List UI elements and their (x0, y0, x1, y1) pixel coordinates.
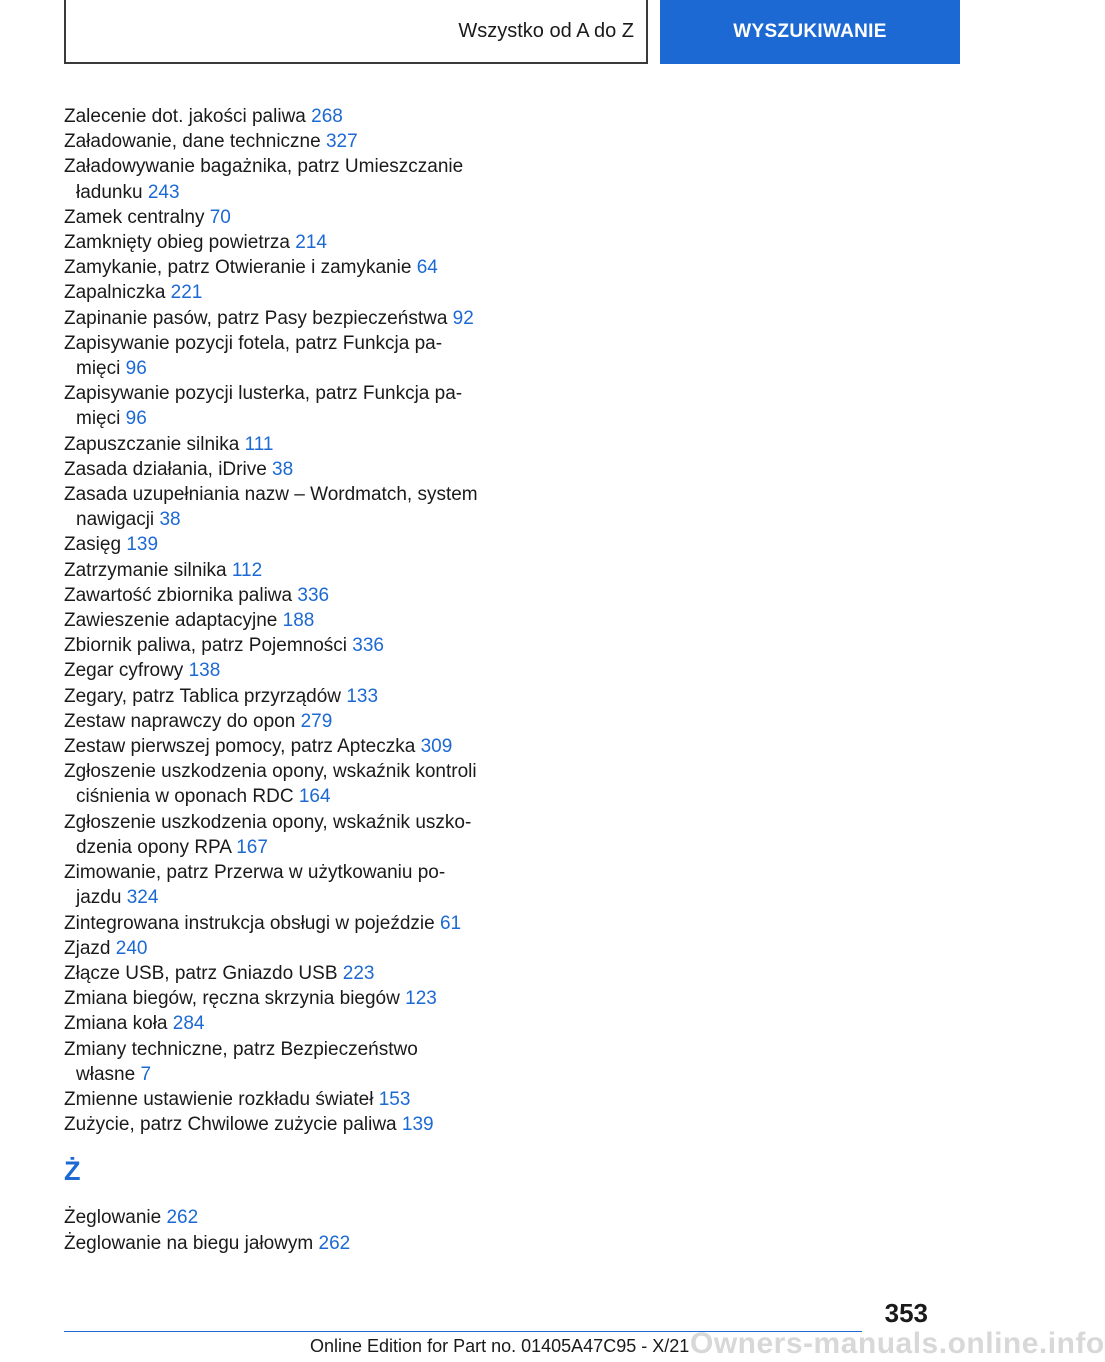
index-entry-text: Zmiany techniczne, patrz Bezpieczeństwo (64, 1038, 418, 1060)
page-link[interactable]: 70 (209, 206, 231, 228)
index-entry-text: Zbiornik paliwa, patrz Pojemności (64, 635, 348, 657)
index-entry (64, 205, 494, 230)
index-entry (64, 1112, 494, 1137)
page-link[interactable]: 240 (115, 937, 148, 959)
section-tab[interactable] (64, 0, 648, 64)
page-link[interactable]: 214 (295, 232, 327, 254)
index-entry (64, 1205, 494, 1230)
index-entry-text: Zamek centralny (64, 206, 205, 228)
index-column (64, 104, 494, 1256)
index-entry-text: Zamknięty obieg powietrza (64, 232, 290, 254)
index-entry (64, 1011, 494, 1036)
index-entry-text: Zestaw naprawczy do opon (64, 710, 296, 732)
index-entry-text: Zgłoszenie uszkodzenia opony, wskaźnik uszko- (64, 811, 472, 833)
page-link[interactable]: 138 (188, 660, 221, 682)
page-link[interactable]: 111 (244, 433, 274, 455)
index-entry (64, 1231, 494, 1256)
index-entry (64, 331, 494, 381)
index-entry-text: dzenia opony RPA (76, 836, 231, 858)
page-link[interactable]: 139 (126, 534, 159, 556)
page-link[interactable]: 167 (236, 836, 268, 858)
index-entry-text: Zasada uzupełniania nazw – Wordmatch, system (64, 484, 478, 506)
page-link[interactable]: 112 (231, 559, 263, 581)
index-entry (64, 381, 494, 431)
index-entry-text: Zapalniczka (64, 282, 166, 304)
page-link[interactable]: 139 (401, 1114, 434, 1136)
index-entry-text: Zapuszczanie silnika (64, 433, 240, 455)
page-link[interactable]: 309 (420, 736, 453, 758)
page-link[interactable]: 164 (298, 786, 331, 808)
index-entry (64, 658, 494, 683)
index-entry-text: Zalecenie dot. jakości paliwa (64, 106, 306, 127)
index-entry (64, 911, 494, 936)
index-entry (64, 280, 494, 305)
index-entry-text: Zimowanie, patrz Przerwa w użytkowaniu po- (64, 862, 446, 884)
index-entry-text: ciśnienia w oponach RDC (76, 786, 294, 808)
index-entry-text: Zmienne ustawienie rozkładu świateł (64, 1088, 374, 1110)
index-entry (64, 230, 494, 255)
index-entry (64, 255, 494, 280)
page-link[interactable]: 38 (272, 458, 294, 480)
index-entry (64, 986, 494, 1011)
index-entry (64, 154, 494, 204)
footer-watermark: Owners-manuals.online.info (690, 1327, 1105, 1360)
search-tab-label: WYSZUKIWANIE (733, 21, 887, 42)
index-entry (64, 608, 494, 633)
index-entry-text: Żeglowanie na biegu jałowym (64, 1232, 314, 1254)
index-entry-text: Zegar cyfrowy (64, 660, 184, 682)
index-entry-text: Zasada działania, iDrive (64, 458, 267, 480)
index-entry (64, 684, 494, 709)
index-list-z (64, 104, 494, 1137)
index-entry (64, 104, 494, 129)
index-entry (64, 810, 494, 860)
index-entry-text: Zintegrowana instrukcja obsługi w pojeździe (64, 912, 435, 934)
footer-edition: Online Edition for Part no. 01405A47C95 - X/21 (310, 1336, 690, 1356)
page-link[interactable]: 133 (346, 685, 379, 707)
page-link[interactable]: 336 (352, 635, 384, 657)
index-entry (64, 936, 494, 961)
index-entry (64, 1087, 494, 1112)
index-entry-text: Zmiana koła (64, 1013, 168, 1035)
page-link[interactable]: 327 (325, 131, 358, 153)
index-entry-text: Załadowanie, dane techniczne (64, 131, 321, 153)
index-entry-text: mięci (76, 358, 121, 380)
page-number: 353 (884, 1298, 928, 1328)
page-link[interactable]: 268 (311, 106, 343, 127)
index-entry (64, 734, 494, 759)
index-entry-text: Zawieszenie adaptacyjne (64, 610, 278, 632)
index-entry-text: Załadowywanie bagażnika, patrz Umieszczanie (64, 156, 464, 178)
index-entry-text: własne (76, 1063, 136, 1085)
index-entry (64, 860, 494, 910)
page-link[interactable]: 153 (378, 1088, 411, 1110)
search-tab[interactable] (660, 0, 960, 64)
index-entry-text: Zasięg (64, 534, 122, 556)
page-link[interactable]: 61 (439, 912, 462, 934)
index-entry-text: jazdu (76, 887, 122, 909)
page-link[interactable]: 223 (342, 962, 375, 984)
page-link[interactable]: 92 (452, 307, 474, 329)
page-link[interactable]: 262 (318, 1232, 351, 1254)
index-entry (64, 129, 494, 154)
index-entry-text: Zatrzymanie silnika (64, 559, 227, 581)
index-entry-text: Zmiana biegów, ręczna skrzynia biegów (64, 988, 400, 1010)
index-entry (64, 1037, 494, 1087)
page-link[interactable]: 336 (297, 584, 330, 606)
page-link[interactable]: 221 (170, 282, 203, 304)
index-entry-text: Zapisywanie pozycji lusterka, patrz Funkcja pa- (64, 383, 463, 405)
index-entry-text: Zestaw pierwszej pomocy, patrz Apteczka (64, 736, 416, 758)
section-letter: Ż (64, 1156, 81, 1187)
section-tab-label: Wszystko od A do Z (458, 19, 634, 42)
index-entry (64, 457, 494, 482)
page-link[interactable]: 324 (126, 887, 159, 909)
index-entry-text: Zegary, patrz Tablica przyrządów (64, 685, 342, 707)
index-entry-text: mięci (76, 408, 121, 430)
page-link[interactable]: 284 (172, 1013, 205, 1035)
index-entry-text: Zapinanie pasów, patrz Pasy bezpieczeństwa (64, 307, 448, 329)
index-entry-text: Zamykanie, patrz Otwieranie i zamykanie (64, 257, 412, 279)
index-entry (64, 306, 494, 331)
index-entry (64, 709, 494, 734)
index-entry (64, 432, 494, 457)
page-link[interactable]: 262 (166, 1207, 199, 1229)
index-entry-text: Zawartość zbiornika paliwa (64, 584, 293, 606)
index-entry (64, 532, 494, 557)
index-entry (64, 482, 494, 532)
index-entry-text: Żeglowanie (64, 1207, 162, 1229)
page-link[interactable]: 123 (405, 988, 437, 1010)
index-entry (64, 961, 494, 986)
page-link[interactable]: 279 (300, 710, 333, 732)
page-link[interactable]: 38 (159, 509, 181, 531)
index-entry-text: Zjazd (64, 937, 111, 959)
index-entry (64, 583, 494, 608)
index-entry-text: ładunku (76, 181, 143, 203)
page-link[interactable]: 7 (140, 1063, 152, 1085)
page-link[interactable]: 64 (416, 257, 438, 279)
index-entry-text: nawigacji (76, 509, 155, 531)
page-link[interactable]: 243 (147, 181, 180, 203)
index-list-z-dot (64, 1205, 494, 1255)
index-entry-text: Zapisywanie pozycji fotela, patrz Funkcja pa- (64, 332, 443, 354)
index-entry-text: Zgłoszenie uszkodzenia opony, wskaźnik kontroli (64, 761, 477, 783)
index-entry (64, 633, 494, 658)
index-entry (64, 558, 494, 583)
page-link[interactable]: 96 (125, 358, 147, 380)
index-entry (64, 759, 494, 809)
page-link[interactable]: 188 (282, 610, 315, 632)
index-entry-text: Złącze USB, patrz Gniazdo USB (64, 962, 338, 984)
index-entry-text: Zużycie, patrz Chwilowe zużycie paliwa (64, 1114, 397, 1136)
page-link[interactable]: 96 (125, 408, 147, 430)
